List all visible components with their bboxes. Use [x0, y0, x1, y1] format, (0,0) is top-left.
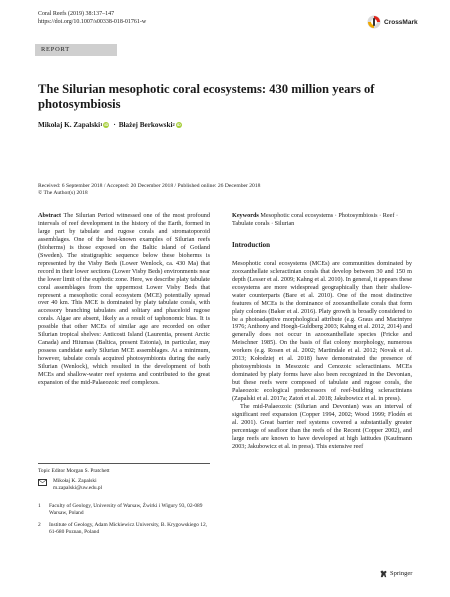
- crossmark-icon: [367, 15, 381, 29]
- crossmark-label: CrossMark: [384, 18, 418, 26]
- section-banner: [35, 44, 117, 56]
- topic-editor: Topic Editor Morgan S. Pratchett: [38, 468, 110, 474]
- section-label: REPORT: [41, 46, 70, 53]
- orcid-icon[interactable]: iD: [176, 122, 181, 127]
- author-name[interactable]: Mikołaj K. Zapalski: [38, 121, 101, 129]
- envelope-icon: [38, 479, 47, 486]
- publication-history: [38, 183, 260, 198]
- doi-link[interactable]: https://doi.org/10.1007/s00338-018-01761-w: [38, 18, 147, 25]
- abstract-column: [38, 212, 210, 387]
- keywords-text: Mesophotic coral ecosystems · Photosymbiosis · Reef · Tabulate corals · Silurian: [232, 212, 399, 227]
- crossmark-badge[interactable]: [367, 12, 423, 32]
- orcid-icon[interactable]: iD: [104, 122, 109, 127]
- right-column: [232, 212, 412, 451]
- author-separator: ·: [113, 121, 116, 129]
- author-list: Mikołaj K. Zapalski 1 iD · Błażej Berkowski 2 iD: [38, 121, 181, 129]
- journal-citation: Coral Reefs (2019) 38:137–147: [38, 11, 115, 17]
- affiliation-number: 2: [38, 522, 41, 528]
- contact-name: Mikołaj K. Zapalski: [53, 478, 97, 484]
- springer-horse-icon: [379, 569, 388, 578]
- abstract-label: Abstract: [38, 212, 62, 219]
- abstract-text: The Silurian Period witnessed one of the most profound intervals of reef development in the history of the Earth, formed in large part by tabulate and rugose corals and stromatoporoid assemblages. One of the best-known examples of Silurian reefs (bioherms) is those exposed on the Baltic island of Gotland (Sweden). The stratigraphic sequence below these bioherms is represented by the Visby Beds (Lower Wenlock, ca. 430 Ma) that record in their lower sections (Lower Visby Beds) environments near the lower limit of the euphotic zone. Here, we describe platy tabulate coral assemblages from the uppermost Lower Visby Beds that represent a mesophotic coral ecosystem (MCE) potentially spread over 40 km. This MCE is dominated by platy tabulate corals, with accessory branching tabulates and solitary and phaceloid rugose corals. Algae are absent, likely as a result of taphonomic bias. It is possible that other MCEs of similar age are recorded on other Silurian tropical shelves: Anticosti Island (Laurentia, present Arctic Canada) and Hiiumaa (Baltica, present Estonia), in particular, may possess candidate early Silurian MCE assemblages. At a minimum, however, tabulate corals acquired photosymbionts during the early Silurian (Wenlock), which resulted in the development of both MCEs and shallow-water reef systems and contributed to the great expansion of the mid-Palaeozoic reef complexes.: [38, 212, 210, 387]
- publisher-logo: [379, 569, 412, 578]
- publisher-name: Springer: [390, 570, 413, 577]
- affiliation-2: [38, 522, 210, 536]
- affiliation-text: Faculty of Geology, University of Warsaw, Żwirki i Wigury 93, 02-089 Warsaw, Poland: [49, 503, 203, 516]
- corresponding-author: [38, 478, 102, 492]
- introduction-paragraph: The mid-Palaeozoic (Silurian and Devonian) was an interval of significant reef expansion (Copper 1994, 2002; Wood 1999; Flodén et al. 2001). Great barrier reef systems covered a substantially greater percentage of seafloor than the reefs of the Recent (Copper 2002), and large reefs are known to have developed at high latitudes (Kaufmann 2003; Jakubowicz et al. in press). This extensive reef: [232, 403, 412, 450]
- keywords-block: [232, 212, 412, 228]
- keywords-label: Keywords: [232, 212, 259, 219]
- contact-email[interactable]: m.zapalski@uw.edu.pl: [53, 484, 103, 491]
- copyright-line: © The Author(s) 2018: [38, 190, 88, 197]
- author-name[interactable]: Błażej Berkowski: [118, 121, 173, 129]
- introduction-paragraph: Mesophotic coral ecosystems (MCEs) are communities dominated by zooxanthellate scleractinian corals that develop between 30 and 150 m depth (Lesser et al. 2009; Kahng et al. 2010). In general, it appears these ecosystems are more widespread geographically than their shallow-water counterparts (Bare et al. 2010). One of the most distinctive features of MCEs is the dominance of zooxanthellate corals that form platy colonies (Baker et al. 2016). Platy growth is broadly considered to be a photoadaptive morphological attribute (e.g. Graus and Macintyre 1976; Anthony and Hoegh-Guldberg 2003; Kahng et al. 2012, 2014) and generally does not occur in azooxanthellate species (Fricke and Meischner 1985). On the basis of flat colony morphology, numerous workers (e.g. Rosen et al. 2002; Martindale et al. 2012; Novak et al. 2013; Kołodziej et al. 2018) have demonstrated the presence of photosymbiosis in Mesozoic and Cenozoic scleractinians. MCEs dominated by platy forms have also been recognized in the Devonian, but these reefs were composed of tabulate and rugose corals, the Palaeozoic ecological predecessors of reef-building scleractinians (Zapalski et al. 2017a; Zatoń et al. 2018; Jakubowicz et al. in press).: [232, 259, 412, 403]
- introduction-heading: Introduction: [232, 240, 270, 249]
- date-history: Received: 6 September 2018 / Accepted: 20 December 2018 / Published online: 26 December 2018: [38, 183, 261, 189]
- affiliation-1: [38, 503, 210, 517]
- article-title: The Silurian mesophotic coral ecosystems: 430 million years of photosymbiosis: [38, 82, 375, 111]
- affiliation-number: 1: [38, 503, 41, 509]
- affiliation-text: Institute of Geology, Adam Mickiewicz University, B. Krygowskiego 12, 61-680 Poznan, Poland: [49, 522, 207, 535]
- journal-header: [38, 11, 146, 26]
- footnote-rule: [38, 463, 210, 464]
